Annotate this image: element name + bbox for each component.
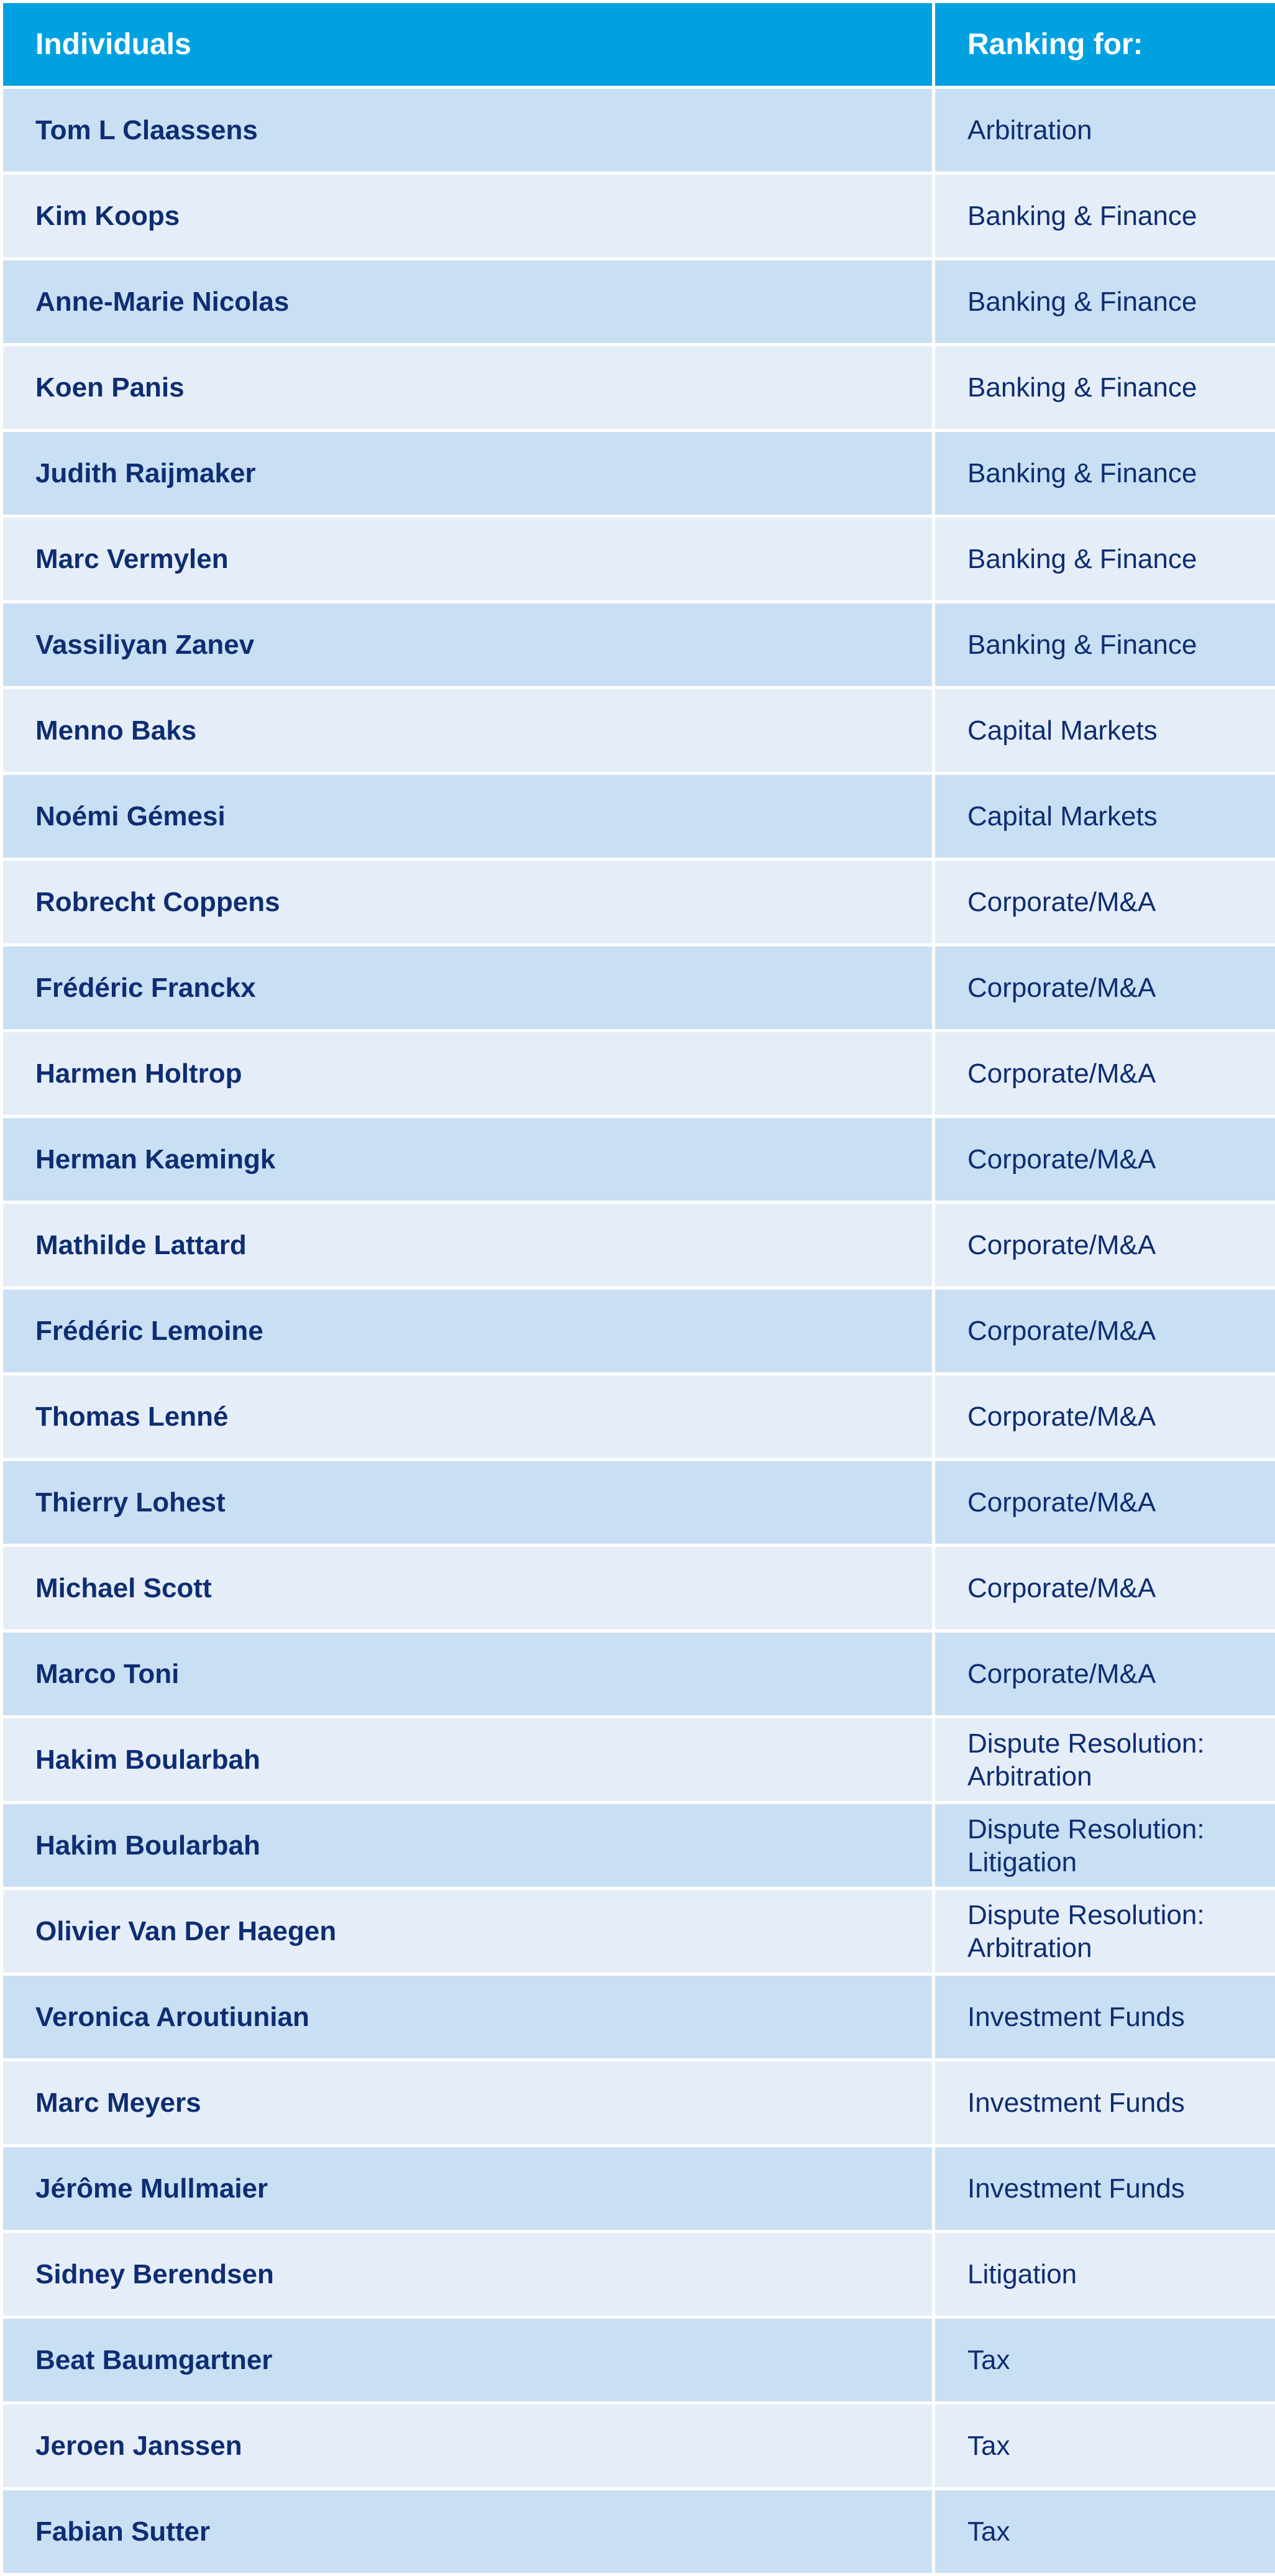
- ranking-practice-cell: Banking & Finance: [934, 345, 1275, 431]
- individual-name-cell: Robrecht Coppens: [2, 859, 934, 945]
- ranking-practice-cell: Corporate/M&A: [934, 1203, 1275, 1288]
- ranking-practice-cell: Investment Funds: [934, 2146, 1275, 2232]
- table-row: [2, 2060, 1275, 2146]
- table-row: [2, 2317, 1275, 2403]
- ranking-practice-cell: Banking & Finance: [934, 516, 1275, 602]
- ranking-practice-cell: Tax: [934, 2403, 1275, 2489]
- table-body: [2, 88, 1275, 2575]
- individual-name-cell: Marc Meyers: [2, 2060, 934, 2146]
- table-row: [2, 88, 1275, 173]
- ranking-column-header: Ranking for:: [934, 2, 1275, 88]
- ranking-practice-cell: Corporate/M&A: [934, 1288, 1275, 1374]
- ranking-practice-cell: Corporate/M&A: [934, 1460, 1275, 1546]
- individual-name-cell: Noémi Gémesi: [2, 774, 934, 859]
- table-row: [2, 2146, 1275, 2232]
- ranking-practice-cell: Banking & Finance: [934, 431, 1275, 516]
- individual-name-cell: Menno Baks: [2, 688, 934, 774]
- ranking-practice-cell: Dispute Resolution: Litigation: [934, 1803, 1275, 1889]
- ranking-practice-cell: Corporate/M&A: [934, 1031, 1275, 1117]
- table-row: [2, 1803, 1275, 1889]
- individual-name-cell: Koen Panis: [2, 345, 934, 431]
- ranking-practice-cell: Investment Funds: [934, 1974, 1275, 2060]
- table-row: [2, 1288, 1275, 1374]
- table-header: [2, 2, 1275, 88]
- table-row: [2, 1117, 1275, 1203]
- individual-name-cell: Fabian Sutter: [2, 2489, 934, 2575]
- table-row: [2, 2489, 1275, 2575]
- table-row: [2, 516, 1275, 602]
- individual-name-cell: Thierry Lohest: [2, 1460, 934, 1546]
- ranking-practice-cell: Banking & Finance: [934, 602, 1275, 688]
- table-row: [2, 431, 1275, 516]
- table-row: [2, 1374, 1275, 1460]
- table-row: [2, 945, 1275, 1031]
- individual-name-cell: Marco Toni: [2, 1631, 934, 1717]
- table-row: [2, 1546, 1275, 1631]
- individual-name-cell: Frédéric Franckx: [2, 945, 934, 1031]
- individual-name-cell: Mathilde Lattard: [2, 1203, 934, 1288]
- table-row: [2, 1717, 1275, 1803]
- individual-name-cell: Tom L Claassens: [2, 88, 934, 173]
- ranking-practice-cell: Dispute Resolution: Arbitration: [934, 1889, 1275, 1974]
- table-row: [2, 1889, 1275, 1974]
- individual-name-cell: Hakim Boularbah: [2, 1717, 934, 1803]
- individual-name-cell: Harmen Holtrop: [2, 1031, 934, 1117]
- individual-name-cell: Jeroen Janssen: [2, 2403, 934, 2489]
- ranking-practice-cell: Capital Markets: [934, 688, 1275, 774]
- ranking-practice-cell: Capital Markets: [934, 774, 1275, 859]
- individual-name-cell: Veronica Aroutiunian: [2, 1974, 934, 2060]
- individual-name-cell: Kim Koops: [2, 173, 934, 259]
- table-row: [2, 1203, 1275, 1288]
- individual-name-cell: Anne-Marie Nicolas: [2, 259, 934, 345]
- table-row: [2, 1460, 1275, 1546]
- individual-name-cell: Sidney Berendsen: [2, 2232, 934, 2317]
- ranking-practice-cell: Corporate/M&A: [934, 1374, 1275, 1460]
- individual-name-cell: Olivier Van Der Haegen: [2, 1889, 934, 1974]
- individual-name-cell: Hakim Boularbah: [2, 1803, 934, 1889]
- ranking-practice-cell: Tax: [934, 2489, 1275, 2575]
- table-row: [2, 173, 1275, 259]
- ranking-practice-cell: Dispute Resolution: Arbitration: [934, 1717, 1275, 1803]
- ranking-practice-cell: Corporate/M&A: [934, 945, 1275, 1031]
- individual-name-cell: Beat Baumgartner: [2, 2317, 934, 2403]
- table-row: [2, 2232, 1275, 2317]
- ranking-practice-cell: Corporate/M&A: [934, 859, 1275, 945]
- ranking-practice-cell: Corporate/M&A: [934, 1631, 1275, 1717]
- table-row: [2, 602, 1275, 688]
- individual-name-cell: Vassiliyan Zanev: [2, 602, 934, 688]
- header-row: [2, 2, 1275, 88]
- table-row: [2, 2403, 1275, 2489]
- ranking-practice-cell: Investment Funds: [934, 2060, 1275, 2146]
- table-row: [2, 1031, 1275, 1117]
- individual-name-cell: Herman Kaemingk: [2, 1117, 934, 1203]
- ranking-practice-cell: Banking & Finance: [934, 259, 1275, 345]
- ranking-practice-cell: Litigation: [934, 2232, 1275, 2317]
- table-row: [2, 1974, 1275, 2060]
- individual-name-cell: Judith Raijmaker: [2, 431, 934, 516]
- table-row: [2, 1631, 1275, 1717]
- ranking-practice-cell: Tax: [934, 2317, 1275, 2403]
- ranking-practice-cell: Banking & Finance: [934, 173, 1275, 259]
- individuals-column-header: Individuals: [2, 2, 934, 88]
- individual-name-cell: Jérôme Mullmaier: [2, 2146, 934, 2232]
- table-row: [2, 774, 1275, 859]
- individual-name-cell: Michael Scott: [2, 1546, 934, 1631]
- ranking-practice-cell: Arbitration: [934, 88, 1275, 173]
- table-row: [2, 859, 1275, 945]
- ranking-practice-cell: Corporate/M&A: [934, 1546, 1275, 1631]
- table-row: [2, 688, 1275, 774]
- individual-name-cell: Marc Vermylen: [2, 516, 934, 602]
- table-row: [2, 345, 1275, 431]
- individual-name-cell: Frédéric Lemoine: [2, 1288, 934, 1374]
- individual-name-cell: Thomas Lenné: [2, 1374, 934, 1460]
- table-row: [2, 259, 1275, 345]
- ranking-practice-cell: Corporate/M&A: [934, 1117, 1275, 1203]
